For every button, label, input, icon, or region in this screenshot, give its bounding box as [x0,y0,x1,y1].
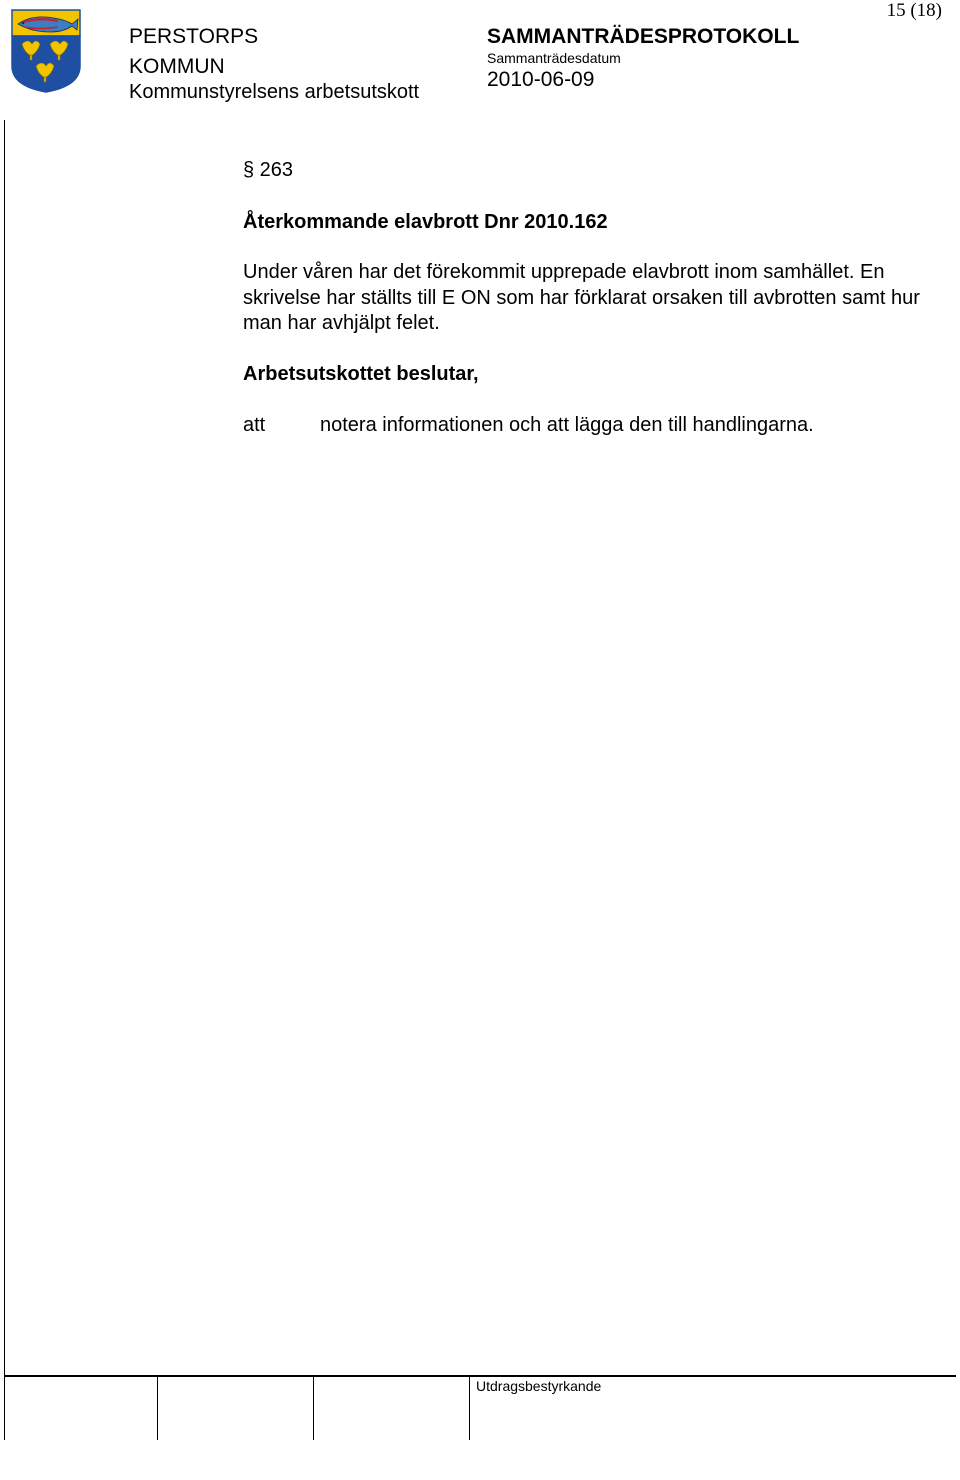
meeting-date-value: 2010-06-09 [487,68,595,91]
certification-label: Utdragsbestyrkande [476,1378,602,1394]
decision-text: notera informationen och att lägga den till handlingarna. [320,414,814,436]
coat-of-arms-icon [10,8,82,94]
document-title: SAMMANTRÄDESPROTOKOLL [487,25,800,48]
protocol-item [243,158,943,439]
signature-box-divider [157,1376,158,1440]
meeting-date-label: Sammanträdesdatum [487,50,621,66]
item-body: Under våren har det förekommit upprepade elavbrott inom samhället. En skrivelse har ställts till E ON som har förklarat orsaken till avbrotten samt hur man har avhjälpt felet. [243,261,920,334]
org-name-line2: KOMMUN [129,55,225,78]
page-number: 15 (18) [886,0,942,21]
org-name-line1: PERSTORPS [129,25,259,48]
decision-heading: Arbetsutskottet beslutar, [243,362,479,385]
signature-box-divider [469,1376,470,1440]
decision-clause [243,413,943,439]
signature-box-divider [313,1376,314,1440]
paragraph-number: § 263 [243,159,294,181]
committee-name: Kommunstyrelsens arbetsutskott [129,81,420,103]
footer-divider [4,1375,956,1377]
left-margin-line [4,120,5,1440]
decision-lead: att [243,414,266,436]
item-title: Återkommande elavbrott Dnr 2010.162 [243,210,608,233]
